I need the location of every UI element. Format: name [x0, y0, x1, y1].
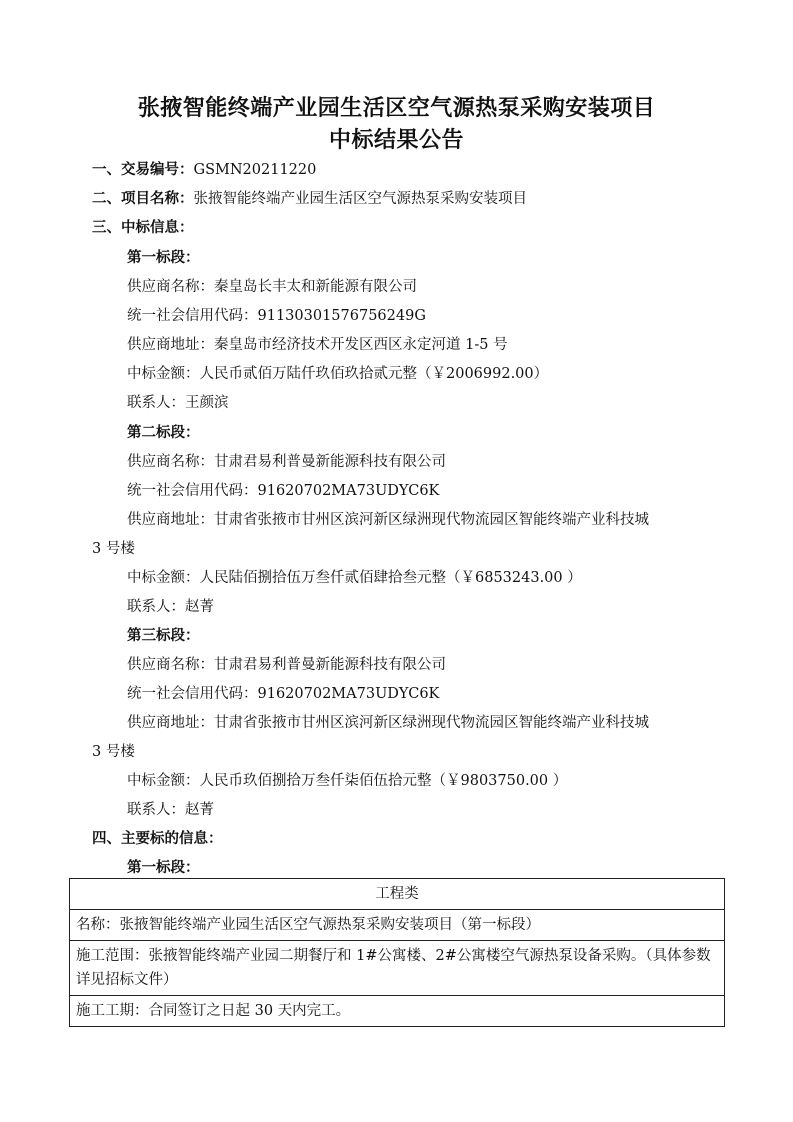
section-4-lot-1-heading: 第一标段： [127, 860, 200, 876]
lot-1-heading: 第一标段： [127, 250, 200, 266]
table-cell-name: 名称：张掖智能终端产业园生活区空气源热泵采购安装项目（第一标段） [70, 910, 725, 941]
table-cell-scope: 施工范围：张掖智能终端产业园二期餐厅和 1#公寓楼、2#公寓楼空气源热泵设备采购。（具体参数详见招标文件） [70, 941, 725, 996]
lot-2-supplier: 供应商名称：甘肃君易利普曼新能源科技有限公司 [127, 454, 446, 470]
lot-1-credit-code: 统一社会信用代码：91130301576756249G [127, 308, 426, 324]
lot-3-amount: 中标金额：人民币玖佰捌拾万叁仟柒佰伍拾元整（￥9803750.00 ） [127, 773, 568, 789]
lot-1-supplier: 供应商名称：秦皇岛长丰太和新能源有限公司 [127, 279, 417, 295]
lot-3-address: 供应商地址：甘肃省张掖市甘州区滨河新区绿洲现代物流园区智能终端产业科技城 [127, 715, 649, 731]
document-title-line-1: 张掖智能终端产业园生活区空气源热泵采购安装项目 [137, 96, 656, 121]
lot-3-credit-code: 统一社会信用代码：91620702MA73UDYC6K [127, 686, 440, 702]
lot-2-amount: 中标金额：人民陆佰捌拾伍万叁仟贰佰肆拾叁元整（￥6853243.00 ） [127, 570, 582, 586]
lot-3-heading: 第三标段： [127, 628, 200, 644]
project-name [92, 189, 527, 209]
section-3-label: 三、中标信息： [92, 220, 194, 236]
section-4-label: 四、主要标的信息： [92, 831, 223, 847]
project-name-value: 张掖智能终端产业园生活区空气源热泵采购安装项目 [193, 191, 527, 207]
table-row [70, 879, 725, 910]
table-header-engineering: 工程类 [70, 879, 725, 910]
lot-1-amount: 中标金额：人民币贰佰万陆仟玖佰玖拾贰元整（￥2006992.00） [127, 366, 549, 382]
lot-3-address-continued: 3 号楼 [92, 744, 135, 760]
lot-1-contact: 联系人：王颜滨 [127, 395, 229, 411]
lot-2-contact: 联系人：赵菁 [127, 599, 214, 615]
table-cell-period: 施工工期：合同签订之日起 30 天内完工。 [70, 996, 725, 1027]
lot-2-credit-code: 统一社会信用代码：91620702MA73UDYC6K [127, 483, 440, 499]
table-row [70, 941, 725, 996]
transaction-number [92, 160, 316, 180]
subject-info-table [69, 878, 725, 1027]
lot-1-address: 供应商地址：秦皇岛市经济技术开发区西区永定河道 1-5 号 [127, 337, 508, 353]
section-1-label: 一、交易编号： [92, 162, 194, 178]
section-2-label: 二、项目名称： [92, 191, 194, 207]
document-title-line-2: 中标结果公告 [328, 128, 464, 153]
table-row [70, 910, 725, 941]
lot-2-address: 供应商地址：甘肃省张掖市甘州区滨河新区绿洲现代物流园区智能终端产业科技城 [127, 512, 649, 528]
lot-2-address-continued: 3 号楼 [92, 541, 135, 557]
table-row [70, 996, 725, 1027]
transaction-number-value: GSMN20211220 [193, 162, 317, 178]
lot-2-heading: 第二标段： [127, 425, 200, 441]
lot-3-supplier: 供应商名称：甘肃君易利普曼新能源科技有限公司 [127, 657, 446, 673]
lot-3-contact: 联系人：赵菁 [127, 802, 214, 818]
